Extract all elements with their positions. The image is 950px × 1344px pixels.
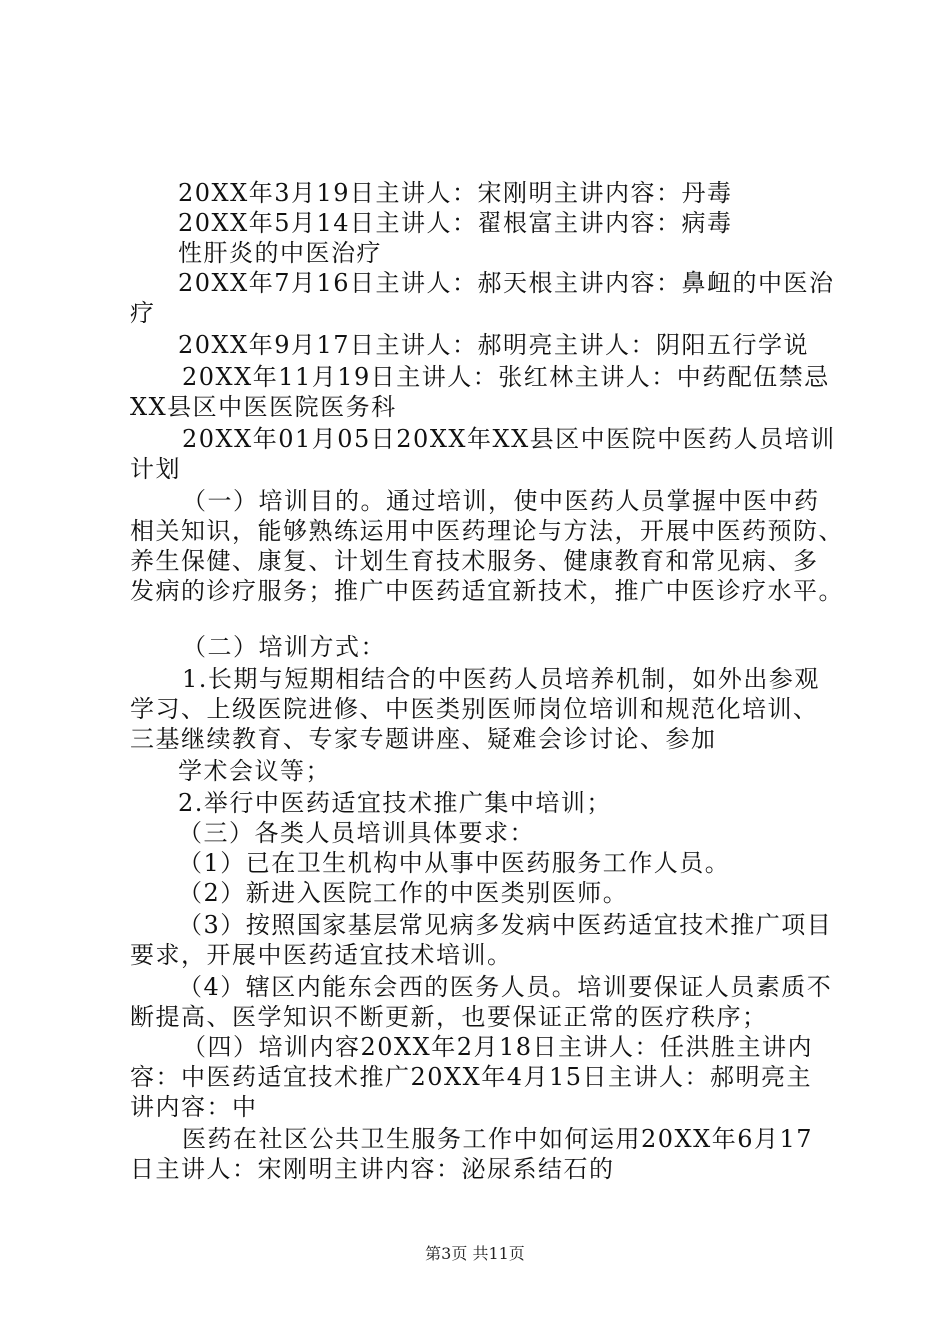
text-line: （一）培训目的。通过培训，使中医药人员掌握中医中药 [182,487,820,515]
text-line: 养生保健、康复、计划生育技术服务、健康教育和常见病、多 [130,547,819,575]
text-line: 发病的诊疗服务；推广中医药适宜新技术，推广中医诊疗水平。 [130,577,844,605]
text-line: 20XX年9月17日主讲人：郝明亮主讲人：阴阳五行学说 [178,331,810,359]
text-line: 1.长期与短期相结合的中医药人员培养机制，如外出参观 [182,665,820,693]
text-line: （4）辖区内能东会西的医务人员。培训要保证人员素质不 [178,973,833,1001]
text-line: 20XX年7月16日主讲人：郝天根主讲内容：鼻衄的中医治 [178,269,835,297]
text-line: （1）已在卫生机构中从事中医药服务工作人员。 [178,849,731,877]
text-line: 疗 [130,299,156,327]
text-line: 20XX年01月05日20XX年XX县区中医院中医药人员培训 [182,425,836,453]
text-line: （2）新进入医院工作的中医类别医师。 [178,879,629,907]
text-line: 讲内容：中 [130,1093,258,1121]
text-line: 三基继续教育、专家专题讲座、疑难会诊讨论、参加 [130,725,717,753]
text-line: 医药在社区公共卫生服务工作中如何运用20XX年6月17 [182,1125,814,1153]
text-line: （3）按照国家基层常见病多发病中医药适宜技术推广项目 [178,911,833,939]
text-line: XX县区中医医院医务科 [130,393,397,421]
text-line: 2.举行中医药适宜技术推广集中培训； [178,789,612,817]
text-line: 20XX年5月14日主讲人：翟根富主讲内容：病毒 [178,209,733,237]
text-line: 日主讲人：宋刚明主讲内容：泌尿系结石的 [130,1155,615,1183]
text-line: 相关知识，能够熟练运用中医药理论与方法，开展中医药预防、 [130,517,844,545]
text-line: 断提高、医学知识不断更新，也要保证正常的医疗秩序； [130,1003,768,1031]
text-line: 学习、上级医院进修、中医类别医师岗位培训和规范化培训、 [130,695,819,723]
text-line: 学术会议等； [178,757,331,785]
text-line: 计划 [130,455,181,483]
text-line: 20XX年3月19日主讲人：宋刚明主讲内容：丹毒 [178,179,733,207]
text-line: 20XX年11月19日主讲人：张红林主讲人：中药配伍禁忌 [182,363,830,391]
text-line: （二）培训方式： [182,633,386,661]
text-line: 性肝炎的中医治疗 [178,239,382,267]
text-line: （四）培训内容20XX年2月18日主讲人：任洪胜主讲内 [182,1033,814,1061]
page-footer: 第3页 共11页 [425,1244,525,1263]
text-line: （三）各类人员培训具体要求： [178,819,535,847]
text-line: 要求，开展中医药适宜技术培训。 [130,941,513,969]
text-line: 容：中医药适宜技术推广20XX年4月15日主讲人：郝明亮主 [130,1063,813,1091]
